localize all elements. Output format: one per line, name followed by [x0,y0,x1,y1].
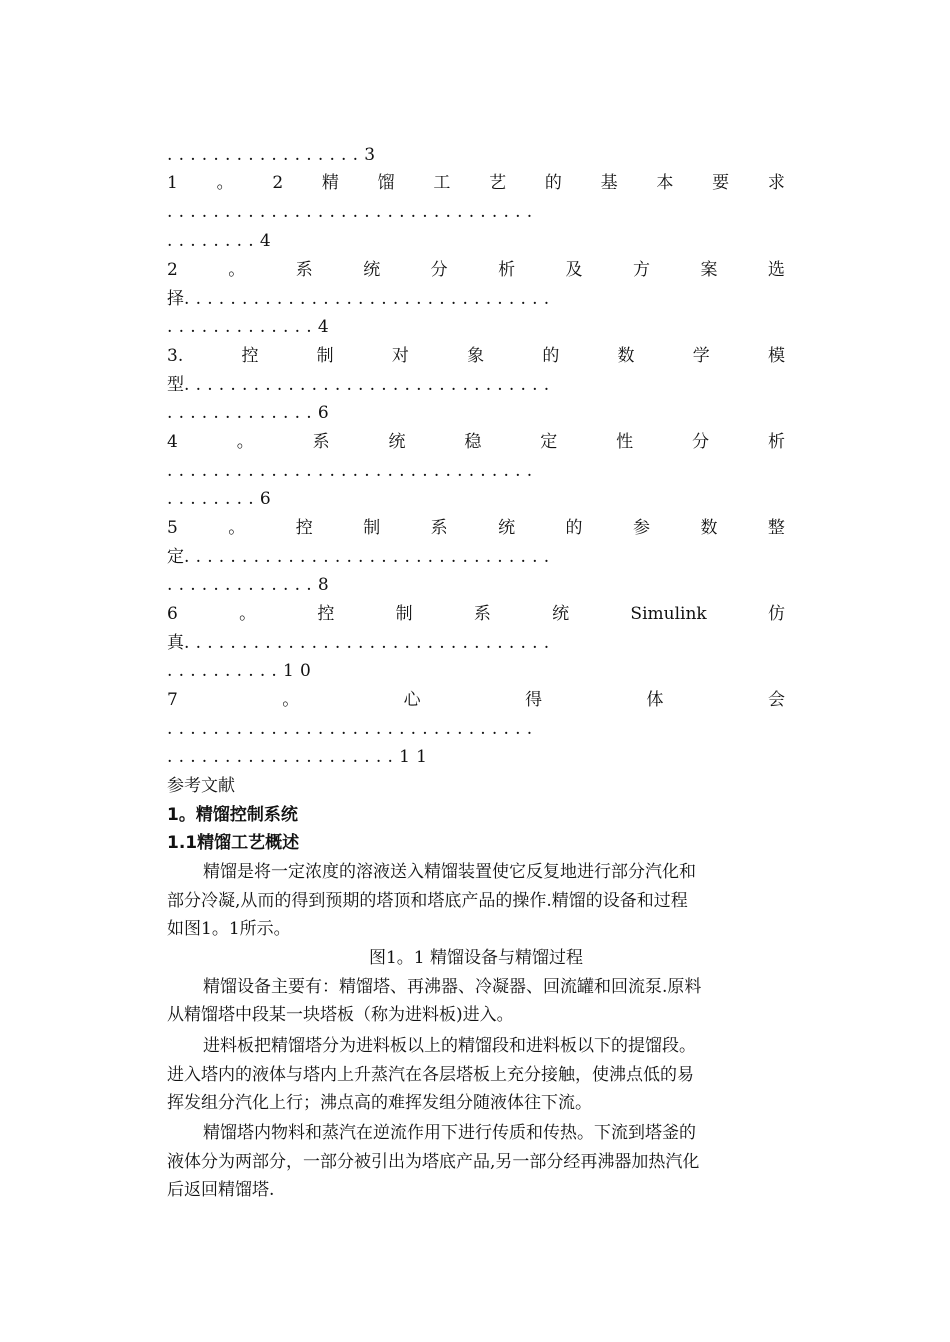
toc-entry-tail: ........4 [167,231,277,251]
paragraph-line: 精馏是将一定浓度的溶液送入精馏装置使它反复地进行部分汽化和 [203,862,696,882]
toc-entry-tail: .............6 [167,403,335,423]
toc-entry-line2: 真................................ [167,633,556,653]
paragraph-line: 部分冷凝,从而的得到预期的塔顶和塔底产品的操作.精馏的设备和过程 [167,891,688,911]
toc-entry-tail: ..........10 [167,661,318,681]
toc-entry-title: 2 。 系 统 分 析 及 方 案 选 [167,260,785,280]
paragraph-line: 挥发组分汽化上行；沸点高的难挥发组分随液体往下流。 [167,1093,592,1113]
toc-entry-line2: 择................................ [167,289,556,309]
toc-entry-dots: ................................ [167,719,539,739]
toc-entry-tail: .............8 [167,575,335,595]
toc-entry-dots: ................................ [167,202,539,222]
toc-entry-title: 7 。 心 得 体 会 [167,690,785,710]
toc-entry-title: 4 。 系 统 稳 定 性 分 析 [167,432,785,452]
subsection-heading: 1.1精馏工艺概述 [167,833,300,853]
paragraph-line: 精馏设备主要有：精馏塔、再沸器、冷凝器、回流罐和回流泵.原料 [203,977,702,997]
paragraph-line: 从精馏塔中段某一块塔板（称为进料板)进入。 [167,1005,514,1025]
paragraph-line: 进料板把精馏塔分为进料板以上的精馏段和进料板以下的提馏段。 [203,1036,696,1056]
references-title: 参考文献 [167,776,235,796]
paragraph-line: 液体分为两部分，一部分被引出为塔底产品,另一部分经再沸器加热汽化 [167,1152,700,1172]
toc-entry-tail: .................3 [167,145,382,165]
toc-entry-line2: 定................................ [167,547,556,567]
toc-entry-title: 6 。 控 制 系 统 Simulink 仿 [167,604,785,624]
toc-entry-tail: ........6 [167,489,277,509]
toc-entry-title: 3. 控 制 对 象 的 数 学 模 [167,346,785,366]
paragraph-line: 后返回精馏塔. [167,1180,275,1200]
toc-entry-tail: .............4 [167,317,335,337]
toc-entry-title: 1 。 2 精 馏 工 艺 的 基 本 要 求 [167,173,785,193]
paragraph-line: 进入塔内的液体与塔内上升蒸汽在各层塔板上充分接触，使沸点低的易 [167,1065,694,1085]
section-heading: 1。精馏控制系统 [167,805,298,825]
toc-entry-dots: ................................ [167,461,539,481]
toc-entry-line2: 型................................ [167,375,556,395]
paragraph-line: 精馏塔内物料和蒸汽在逆流作用下进行传质和传热。下流到塔釜的 [203,1123,696,1143]
toc-entry-title: 5 。 控 制 系 统 的 参 数 整 [167,518,785,538]
figure-caption: 图1。1 精馏设备与精馏过程 [368,948,584,968]
paragraph-line: 如图1。1所示。 [167,919,291,939]
toc-entry-tail: ....................11 [167,747,434,767]
